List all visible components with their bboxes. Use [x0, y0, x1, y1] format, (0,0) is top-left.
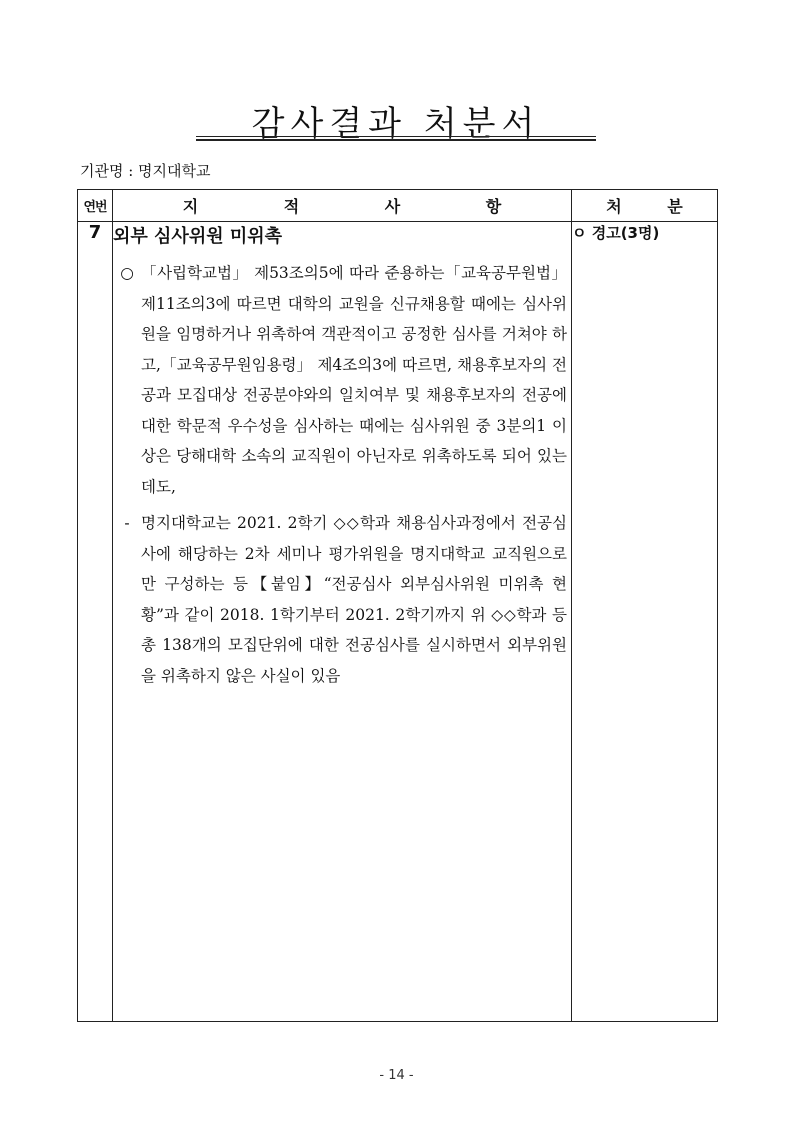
audit-table [77, 189, 718, 1022]
header-action: 처 분 [572, 190, 718, 222]
table-row [78, 222, 718, 1022]
finding-heading: 외부 심사위원 미위촉 [113, 226, 283, 247]
finding-subparagraph [113, 508, 571, 691]
header-findings: 지 적 사 항 [113, 190, 572, 222]
finding-paragraph-text: 「사립학교법」 제53조의5에 따라 준용하는「교육공무원법」 제11조의3에 따르면 대학의 교원을 신규채용할 때에는 심사위원을 임명하거나 위촉하여 객관적이고 공정한 심사를 거쳐야 하고,「교육공무원임용령」 제4조의3에 따르면, 채용후보자의 전공과 모집대상 전공분야와의 일치여부 및 채용후보자의 전공에 대한 학문적 우수성을 심사하는 때에는 심사위원 중 3분의1 이상은 당해대학 소속의 교직원이 아닌자로 위촉하도록 되어 있는데도, [141, 264, 567, 496]
circle-bullet-icon: ○ [120, 264, 134, 282]
title-underline [196, 136, 596, 141]
row-number: 7 [78, 222, 113, 1022]
agency-line: 기관명 : 명지대학교 [80, 162, 211, 180]
dash-bullet-icon: - [124, 514, 130, 532]
finding-paragraph [113, 258, 571, 502]
action-cell: ㅇ 경고(3명) [572, 222, 718, 1022]
table-header-row [78, 190, 718, 222]
finding-subparagraph-text: 명지대학교는 2021. 2학기 ◇◇학과 채용심사과정에서 전공심사에 해당하는 2차 세미나 평가위원을 명지대학교 교직원으로만 구성하는 등【붙임】“전공심사 외부심사위원 미위촉 현황”과 같이 2018. 1학기부터 2021. 2학기까지 위 ◇◇학과 등 총 138개의 모집단위에 대한 전공심사를 실시하면서 외부위원을 위촉하지 않은 사실이 있음 [141, 514, 567, 685]
finding-cell [113, 222, 572, 1022]
page-number: - 14 - [379, 1068, 414, 1083]
header-number: 연번 [78, 190, 113, 222]
document-title: 감사결과 처분서 [251, 104, 541, 144]
